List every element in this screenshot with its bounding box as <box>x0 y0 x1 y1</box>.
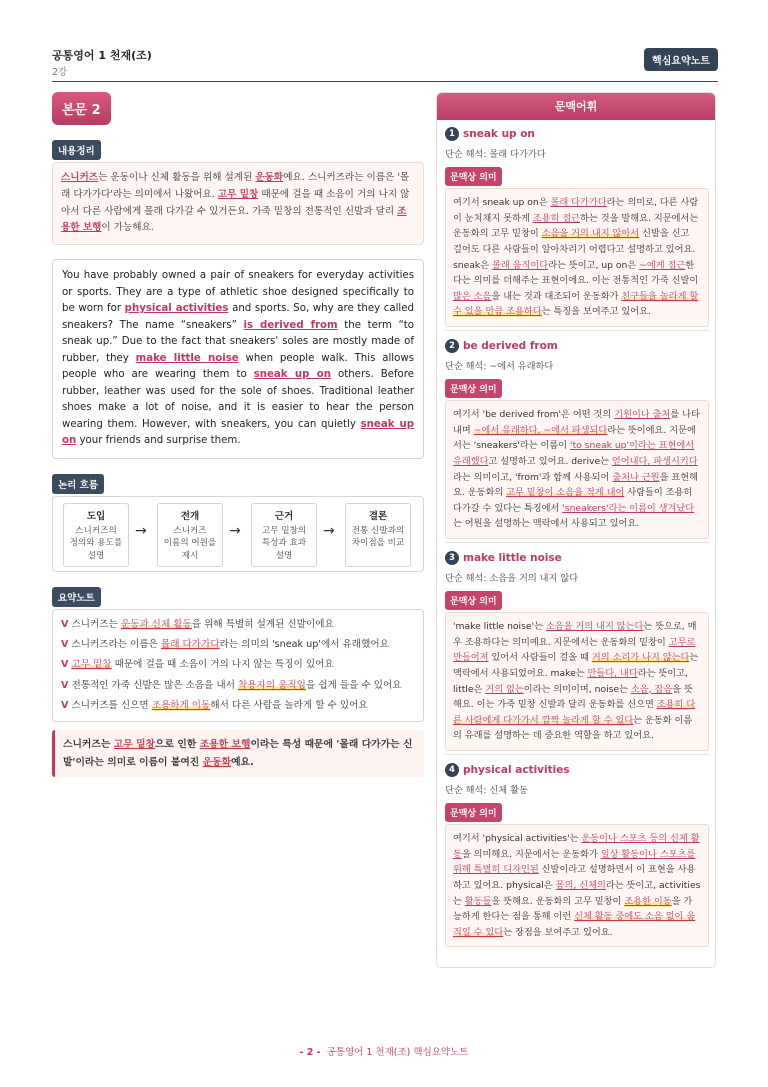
flow-step-conclusion <box>345 503 411 567</box>
context-keyword: 몰래 다가가다 <box>550 197 607 208</box>
note-text: 스니커즈라는 이름은 <box>71 639 161 651</box>
check-mark-icon: V <box>61 639 69 651</box>
context-keyword: 소음을 거의 내지 않아서 <box>541 228 640 240</box>
passage-text: the term “to sneak up.” Due to the fact that sneakers' soles are mostly made of rubber, they <box>62 319 415 364</box>
context-text: 라는 뜻이고, up on은 <box>548 259 640 271</box>
logic-flow <box>52 496 424 572</box>
context-text: 라는 뜻이고, little은 <box>453 667 688 695</box>
passage-text: your friends and surprise them. <box>76 435 241 447</box>
simple-translation: 단순 해석: 소음을 거의 내지 않다 <box>445 573 579 584</box>
context-text: 이라는 의미이며, noise는 <box>523 683 631 695</box>
page-header <box>52 42 718 82</box>
context-text: 한다는 의미를 더해주는 표현이에요. 이는 전통적인 가죽 신발이 <box>453 259 699 287</box>
vocab-word: physical activities <box>463 764 570 776</box>
context-text: 을 가능하게 한다는 점을 통해 이런 <box>453 895 693 923</box>
note-text: 라는 의미의 'sneak up'에서 유래했어요 <box>219 639 389 651</box>
divider <box>445 754 709 755</box>
flow-step-text: 전통 신발과의 <box>351 525 405 536</box>
context-text: 있어서 사람들이 걸을 때 <box>488 652 592 664</box>
context-keyword: 소음을 거의 내지 않는다 <box>545 621 644 632</box>
flow-step-intro <box>63 503 129 567</box>
flow-step-text: 스니커즈 <box>173 525 207 536</box>
flow-step-text: 제시 <box>181 550 199 561</box>
context-keyword: 출처나 근원 <box>612 471 660 483</box>
conclusion-text: 으로 인한 <box>155 739 200 751</box>
context-text: 여기서 'be derived from'은 어떤 것의 <box>453 409 615 420</box>
vocab-word: make little noise <box>463 552 562 564</box>
passage-keyword: sneak up on <box>62 418 414 447</box>
arrow-right-icon: → <box>229 522 241 539</box>
note-text: 스니커즈는 <box>71 618 121 630</box>
vocab-item-3 <box>445 551 709 751</box>
page-number: - 2 - <box>299 1047 321 1058</box>
context-box <box>445 824 709 947</box>
context-text: 을 내는 것과 대조되어 운동화가 <box>491 290 622 302</box>
note-badge: 핵심요약노트 <box>644 48 718 71</box>
check-mark-icon: V <box>61 659 69 671</box>
arrow-right-icon: → <box>323 522 335 539</box>
summary-label: 내용정리 <box>52 140 101 160</box>
context-keyword: 조용한 이동 <box>624 895 672 907</box>
panel-title: 문맥어휘 <box>437 93 715 120</box>
context-label: 문맥상 의미 <box>445 379 502 398</box>
passage-text: and sports. So, why are they called sneakers? The name “sneakers” <box>62 303 414 331</box>
english-passage <box>52 259 424 459</box>
context-keyword: 조용히 다른 사람에게 다가가서 깜짝 놀라게 할 수 있다 <box>453 699 696 726</box>
passage-text: when people walk. This allows people who are wearing them to <box>62 352 414 381</box>
context-text: 하는 것을 말해요. 지문에서는 운동화의 고무 밑창이 <box>453 212 699 240</box>
context-keyword: 거의 없는 <box>485 683 524 695</box>
flow-step-evidence <box>251 503 317 567</box>
conclusion-keyword: 운동화 <box>202 756 232 768</box>
vocab-item-4 <box>445 763 709 947</box>
conclusion-text: 이라는 특성 때문에 '몰래 다가가는 신발'이라는 의미로 이름이 붙여진 <box>63 739 413 768</box>
context-text: 여기서 'physical activities'는 <box>453 833 582 844</box>
flow-step-text: 설명 <box>275 550 293 561</box>
list-item <box>61 676 415 696</box>
note-keyword: 운동과 신체 활동 <box>120 618 192 630</box>
vocab-word: sneak up on <box>463 128 535 140</box>
check-mark-icon: V <box>61 679 69 691</box>
arrow-right-icon: → <box>135 522 147 539</box>
passage-keyword: make little noise <box>135 352 239 364</box>
vocab-item-1 <box>445 127 709 327</box>
summary-keyword: 고무 밑창 <box>217 188 259 200</box>
context-keyword: 거의 소리가 나지 않는다 <box>591 652 690 664</box>
context-text: 여기서 sneak up on은 <box>453 197 551 208</box>
context-text: 라는 뜻이고, activities는 <box>453 879 701 907</box>
context-text: 라는 뜻이에요. 지문에서는 'sneakers'라는 이름이 <box>453 424 696 452</box>
summary-keyword: 운동화 <box>255 172 284 183</box>
context-keyword: 'to sneak up'이라는 표현에서 유래했다 <box>453 440 695 467</box>
context-keyword: 친구들을 놀라게 할 수 있을 만큼 조용하다 <box>453 290 699 318</box>
context-vocab-panel <box>436 92 716 968</box>
context-keyword: 얻어내다, 파생시키다 <box>611 455 698 467</box>
context-text: 고 설명하고 있어요. derive는 <box>488 455 612 467</box>
number-badge: 2 <box>445 339 459 353</box>
context-keyword: 많은 소음 <box>453 290 492 302</box>
note-text: 을 쉽게 들을 수 있어요 <box>305 679 402 691</box>
passage-text: others. Before rubber, leather was used for the sole of shoes. Traditional leather shoes make a lot of noise, and it is easier to hear the person wearing them. However, with sneakers, you can quietly <box>62 369 414 430</box>
context-text: 신발이라고 설명하면서 이 표현을 사용하고 있어요. physical은 <box>453 864 696 891</box>
context-keyword: 'sneakers'라는 이름이 생겨났다 <box>562 502 695 514</box>
context-keyword: 고무로 만들어져 <box>453 636 696 664</box>
list-item <box>61 655 415 675</box>
number-badge: 4 <box>445 763 459 777</box>
context-label: 문맥상 의미 <box>445 167 502 186</box>
context-keyword: 일상 활동이나 스포츠를 위해 특별히 디자인된 <box>453 848 696 876</box>
context-box <box>445 400 709 539</box>
flow-step-text: 이름의 어원을 <box>163 538 217 549</box>
flow-step-text: 정의와 용도를 <box>69 538 123 549</box>
list-item <box>61 635 415 655</box>
conclusion-text: 스니커즈는 <box>63 739 114 751</box>
context-text: 는 장점을 보여주고 있어요. <box>503 926 613 938</box>
context-keyword: ~에게 접근 <box>639 259 686 271</box>
context-text: 는 맥락에서 사용되었어요. make는 <box>453 652 699 679</box>
context-keyword: 기원이나 출처 <box>614 409 671 420</box>
flow-label: 논리 흐름 <box>52 474 104 494</box>
summary-notes <box>52 609 424 723</box>
flow-step-text: 특성과 효과 <box>261 538 307 549</box>
summary-text: 때문에 걸을 때 소음이 거의 나지 않아서 다른 사람에게 몰래 다가갈 수 있거든요. 가죽 밑창의 전통적인 신발과 달리 <box>61 188 410 217</box>
summary-text: 예요. 스니커즈라는 이름은 '몰래 다가가다'라는 의미에서 나왔어요. <box>61 172 410 200</box>
context-keyword: 고무 밑창이 소음을 적게 내어 <box>506 487 625 499</box>
notes-label: 요약노트 <box>52 587 101 607</box>
passage-keyword: is derived from <box>243 319 338 331</box>
check-mark-icon: V <box>61 618 69 630</box>
context-text: 을 뜻해요. 이는 가죽 밑창 신발과 달리 운동화를 신으면 <box>453 683 693 711</box>
list-item <box>61 615 415 635</box>
note-text: 전통적인 가죽 신발은 많은 소음을 내서 <box>71 679 239 691</box>
context-text: 를 나타내며 <box>453 409 700 436</box>
context-box <box>445 612 709 751</box>
summary-text: 이 가능해요. <box>101 222 154 234</box>
simple-translation: 단순 해석: ~에서 유래하다 <box>445 361 554 372</box>
context-text: 을 의미해요. 지문에서는 운동화가 <box>461 848 601 860</box>
context-text: 을 표현해요. 운동화의 <box>453 471 699 499</box>
number-badge: 3 <box>445 551 459 565</box>
list-item <box>61 696 415 716</box>
note-keyword: 고무 밑창 <box>71 659 112 671</box>
passage-keyword: physical activities <box>124 303 229 315</box>
context-text: 는 운동화 이름의 유래를 설명하는 데 중요한 역할을 하고 있어요. <box>453 714 693 742</box>
footer-text: 공통영어 1 천재(조) 핵심요약노트 <box>326 1047 469 1058</box>
summary-box <box>52 162 424 245</box>
context-keyword: 조용히 접근 <box>532 212 581 224</box>
context-text: 을 뜻해요. 운동화의 고무 밑창이 <box>491 895 625 907</box>
context-keyword: 몰래 움직이다 <box>492 259 549 271</box>
flow-step-text: 고무 밑창의 <box>261 525 307 536</box>
context-keyword: 신체 활동 중에도 소음 없이 움직일 수 있다 <box>453 911 696 938</box>
flow-step-title: 도입 <box>86 510 106 522</box>
context-text: 는 뜻으로, 매우 조용하다는 의미예요. 지문에서는 운동화의 밑창이 <box>453 621 697 648</box>
note-keyword: 조용하게 이동 <box>151 700 211 712</box>
left-column <box>52 92 424 777</box>
divider <box>445 542 709 543</box>
context-label: 문맥상 의미 <box>445 803 502 822</box>
context-keyword: ~에서 유래하다, ~에서 파생되다 <box>473 424 608 436</box>
note-text: 을 위해 특별히 설계된 신발이에요 <box>191 618 334 630</box>
summary-text: 는 운동이나 신체 활동을 위해 설계된 <box>98 172 256 183</box>
note-keyword: 몰래 다가가다 <box>160 639 220 651</box>
conclusion-box <box>52 730 424 776</box>
context-text: 'make little noise'는 <box>453 621 546 632</box>
summary-keyword: 조용한 보행 <box>61 205 407 234</box>
conclusion-keyword: 고무 밑창 <box>113 739 156 751</box>
flow-step-text: 설명 <box>87 550 105 561</box>
vocab-word: be derived from <box>463 340 558 352</box>
context-keyword: 활동들 <box>464 895 492 907</box>
page-footer <box>0 1044 768 1058</box>
context-text: 는 어원을 설명하는 맥락에서 사용되고 있어요. <box>453 518 640 530</box>
context-text: 는 특징을 보여주고 있어요. <box>541 306 651 318</box>
book-title: 공통영어 1 천재(조) <box>52 49 152 62</box>
note-text: 해서 다른 사람을 놀라게 할 수 있어요 <box>210 700 368 712</box>
section-title: 본문 2 <box>52 92 111 125</box>
vocab-item-2 <box>445 339 709 539</box>
flow-step-text: 차이점을 비교 <box>351 538 405 549</box>
context-keyword: 소음, 잡음 <box>630 683 673 695</box>
note-keyword: 착용자의 움직임 <box>238 679 306 691</box>
context-text: 사람들이 조용히 다가갈 수 있다는 특징에서 <box>453 487 693 514</box>
flow-step-text: 스니커즈의 <box>75 525 117 536</box>
context-keyword: 운동이나 스포츠 등의 신체 활동 <box>453 833 700 860</box>
context-text: 라는 의미이고, 'from'과 함께 사용되어 <box>453 471 613 483</box>
simple-translation: 단순 해석: 신체 활동 <box>445 785 528 796</box>
flow-step-title: 전개 <box>180 510 200 522</box>
context-text: 라는 의미로, 다른 사람이 눈치채지 못하게 <box>453 197 699 224</box>
note-text: 때문에 걸을 때 소음이 거의 나지 않는 특징이 있어요 <box>111 659 334 671</box>
simple-translation: 단순 해석: 몰래 다가가다 <box>445 149 546 160</box>
number-badge: 1 <box>445 127 459 141</box>
passage-text: You have probably owned a pair of sneakers for everyday activities or sports. They are a type of athletic shoe designed specifically to be worn for <box>62 270 414 315</box>
note-text: 스니커즈를 신으면 <box>71 700 152 712</box>
flow-step-development <box>157 503 223 567</box>
context-keyword: 만들다, 내다 <box>587 667 638 679</box>
flow-step-title: 근거 <box>274 510 294 522</box>
conclusion-text: 예요. <box>231 756 254 768</box>
passage-keyword: sneak up on <box>253 369 331 381</box>
conclusion-keyword: 조용한 보행 <box>199 739 251 751</box>
summary-keyword: 스니커즈 <box>61 172 99 183</box>
context-label: 문맥상 의미 <box>445 591 502 610</box>
flow-step-title: 결론 <box>368 510 388 522</box>
divider <box>445 330 709 331</box>
lesson-number: 2강 <box>52 67 68 78</box>
check-mark-icon: V <box>61 700 69 712</box>
context-box <box>445 188 709 327</box>
context-text: 신발을 신고 걸어도 다른 사람들이 알아차리기 어렵다고 설명하고 있어요. sneak은 <box>453 228 696 271</box>
context-keyword: 몸의, 신체의 <box>555 879 606 891</box>
